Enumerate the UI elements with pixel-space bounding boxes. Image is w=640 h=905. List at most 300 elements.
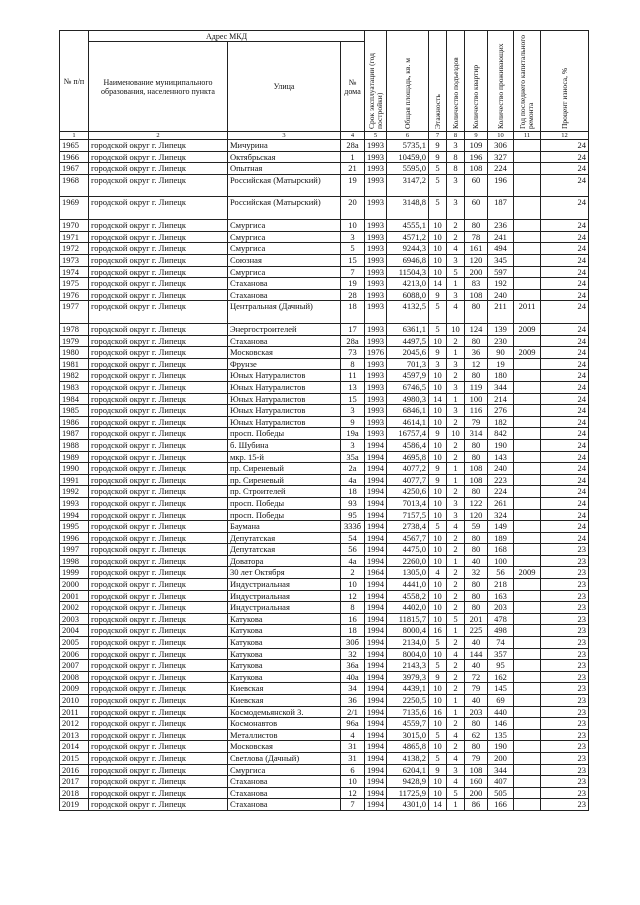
municipality-cell: городской округ г. Липецк: [89, 509, 228, 521]
col-residents-header: Количество проживающих: [488, 31, 514, 132]
house-cell: 30б: [341, 637, 365, 649]
row-num-cell: 1986: [60, 416, 89, 428]
house-cell: 15: [341, 393, 365, 405]
apartments-cell: 80: [465, 335, 488, 347]
table-row: [60, 660, 589, 672]
last-repair-cell: [514, 741, 541, 753]
year-built-cell: 1993: [365, 163, 387, 175]
last-repair-cell: [514, 439, 541, 451]
area-cell: 4132,5: [387, 301, 429, 324]
table-row: [60, 254, 589, 266]
house-cell: 7: [341, 266, 365, 278]
row-num-cell: 1999: [60, 567, 89, 579]
entrances-cell: 1: [447, 706, 465, 718]
apartments-cell: 40: [465, 660, 488, 672]
row-num-cell: 2000: [60, 579, 89, 591]
year-built-cell: 1993: [365, 197, 387, 220]
residents-cell: 182: [488, 416, 514, 428]
floors-cell: 10: [429, 335, 447, 347]
apartments-cell: 119: [465, 381, 488, 393]
street-cell: пр. Строителей: [228, 486, 341, 498]
table-row: [60, 555, 589, 567]
house-cell: 93: [341, 497, 365, 509]
street-cell: Центральная (Дачный): [228, 301, 341, 324]
table-row: [60, 231, 589, 243]
wear-cell: 24: [541, 301, 589, 324]
apartments-cell: 80: [465, 590, 488, 602]
entrances-cell: 1: [447, 347, 465, 359]
residents-cell: 240: [488, 463, 514, 475]
residents-cell: 494: [488, 243, 514, 255]
entrances-cell: 2: [447, 532, 465, 544]
street-cell: Юных Натуралистов: [228, 405, 341, 417]
entrances-cell: 3: [447, 764, 465, 776]
street-cell: Космонавтов: [228, 718, 341, 730]
year-built-cell: 1994: [365, 463, 387, 475]
last-repair-cell: [514, 729, 541, 741]
area-cell: 2143,3: [387, 660, 429, 672]
row-num-cell: 1978: [60, 324, 89, 336]
floors-cell: 10: [429, 381, 447, 393]
col-index-cell: 4: [341, 132, 365, 140]
row-num-cell: 1971: [60, 231, 89, 243]
year-built-cell: 1993: [365, 243, 387, 255]
last-repair-cell: [514, 787, 541, 799]
street-cell: Стаханова: [228, 335, 341, 347]
wear-cell: 24: [541, 439, 589, 451]
residents-cell: 344: [488, 764, 514, 776]
col-index-cell: 6: [387, 132, 429, 140]
floors-cell: 10: [429, 695, 447, 707]
entrances-cell: 1: [447, 799, 465, 811]
apartments-cell: 225: [465, 625, 488, 637]
table-row: [60, 521, 589, 533]
residents-cell: 276: [488, 405, 514, 417]
residents-cell: 224: [488, 163, 514, 175]
house-cell: 12: [341, 787, 365, 799]
last-repair-cell: [514, 555, 541, 567]
area-cell: 2045,6: [387, 347, 429, 359]
wear-cell: 24: [541, 416, 589, 428]
apartments-cell: 122: [465, 497, 488, 509]
floors-cell: 10: [429, 776, 447, 788]
street-cell: Катукова: [228, 648, 341, 660]
col-index-cell: 7: [429, 132, 447, 140]
floors-cell: 9: [429, 474, 447, 486]
year-built-cell: 1993: [365, 231, 387, 243]
street-cell: Юных Натуралистов: [228, 381, 341, 393]
row-num-cell: 1988: [60, 439, 89, 451]
row-num-cell: 1990: [60, 463, 89, 475]
year-built-cell: 1994: [365, 741, 387, 753]
municipality-cell: городской округ г. Липецк: [89, 254, 228, 266]
residents-cell: 95: [488, 660, 514, 672]
street-cell: 30 лет Октября: [228, 567, 341, 579]
area-cell: 5735,1: [387, 140, 429, 152]
wear-cell: 24: [541, 289, 589, 301]
street-cell: Опытная: [228, 163, 341, 175]
apartments-cell: 72: [465, 671, 488, 683]
year-built-cell: 1993: [365, 405, 387, 417]
table-row: [60, 347, 589, 359]
last-repair-cell: [514, 243, 541, 255]
mkd-registry-table: [59, 30, 589, 811]
year-built-cell: 1994: [365, 486, 387, 498]
year-built-cell: 1994: [365, 776, 387, 788]
municipality-cell: городской округ г. Липецк: [89, 637, 228, 649]
house-cell: 10: [341, 776, 365, 788]
year-built-cell: 1976: [365, 347, 387, 359]
year-built-cell: 1993: [365, 174, 387, 197]
entrances-cell: 1: [447, 555, 465, 567]
area-cell: 4077,2: [387, 463, 429, 475]
residents-cell: 139: [488, 324, 514, 336]
floors-cell: 5: [429, 197, 447, 220]
municipality-cell: городской округ г. Липецк: [89, 695, 228, 707]
row-num-cell: 2007: [60, 660, 89, 672]
area-cell: 4497,5: [387, 335, 429, 347]
table-row: [60, 729, 589, 741]
street-cell: Стаханова: [228, 289, 341, 301]
last-repair-cell: [514, 602, 541, 614]
municipality-cell: городской округ г. Липецк: [89, 799, 228, 811]
table-row: [60, 163, 589, 175]
last-repair-cell: [514, 660, 541, 672]
house-cell: 4: [341, 729, 365, 741]
residents-cell: 189: [488, 532, 514, 544]
entrances-cell: 2: [447, 741, 465, 753]
last-repair-cell: 2009: [514, 347, 541, 359]
area-cell: 3979,3: [387, 671, 429, 683]
wear-cell: 24: [541, 521, 589, 533]
municipality-cell: городской округ г. Липецк: [89, 474, 228, 486]
house-cell: 18: [341, 625, 365, 637]
table-row: [60, 741, 589, 753]
residents-cell: 344: [488, 381, 514, 393]
residents-cell: 19: [488, 358, 514, 370]
residents-cell: 440: [488, 706, 514, 718]
house-cell: 2: [341, 567, 365, 579]
table-row: [60, 718, 589, 730]
apartments-cell: 144: [465, 648, 488, 660]
street-cell: Смургиса: [228, 231, 341, 243]
entrances-cell: 4: [447, 752, 465, 764]
municipality-cell: городской округ г. Липецк: [89, 278, 228, 290]
street-cell: Смургиса: [228, 220, 341, 232]
wear-cell: 24: [541, 393, 589, 405]
year-built-cell: 1994: [365, 602, 387, 614]
table-row: [60, 266, 589, 278]
table-row: [60, 648, 589, 660]
address-group-header: Адрес МКД: [89, 31, 365, 42]
apartments-cell: 86: [465, 799, 488, 811]
municipality-cell: городской округ г. Липецк: [89, 439, 228, 451]
apartments-cell: 203: [465, 706, 488, 718]
area-cell: 6846,1: [387, 405, 429, 417]
street-cell: Московская: [228, 347, 341, 359]
year-built-cell: 1994: [365, 706, 387, 718]
row-num-cell: 1983: [60, 381, 89, 393]
entrances-cell: 3: [447, 197, 465, 220]
floors-cell: 5: [429, 163, 447, 175]
table-row: [60, 706, 589, 718]
table-row: [60, 358, 589, 370]
table-row: [60, 787, 589, 799]
floors-cell: 5: [429, 174, 447, 197]
street-cell: Стаханова: [228, 776, 341, 788]
residents-cell: 240: [488, 289, 514, 301]
table-row: [60, 799, 589, 811]
residents-cell: 203: [488, 602, 514, 614]
street-cell: Катукова: [228, 637, 341, 649]
area-cell: 11725,9: [387, 787, 429, 799]
wear-cell: 24: [541, 463, 589, 475]
area-cell: 9428,9: [387, 776, 429, 788]
wear-cell: 24: [541, 243, 589, 255]
col-index-cell: 3: [228, 132, 341, 140]
municipality-cell: городской округ г. Липецк: [89, 660, 228, 672]
apartments-cell: 80: [465, 544, 488, 556]
last-repair-cell: [514, 428, 541, 440]
residents-cell: 200: [488, 752, 514, 764]
municipality-cell: городской округ г. Липецк: [89, 718, 228, 730]
table-row: [60, 140, 589, 152]
house-cell: 6: [341, 764, 365, 776]
street-cell: пр. Сиреневый: [228, 474, 341, 486]
entrances-cell: 2: [447, 579, 465, 591]
wear-cell: 24: [541, 231, 589, 243]
last-repair-cell: [514, 254, 541, 266]
residents-cell: 306: [488, 140, 514, 152]
row-num-cell: 1993: [60, 497, 89, 509]
row-num-cell: 1985: [60, 405, 89, 417]
entrances-cell: 1: [447, 278, 465, 290]
floors-cell: 10: [429, 220, 447, 232]
table-row: [60, 278, 589, 290]
area-cell: 4475,0: [387, 544, 429, 556]
municipality-cell: городской округ г. Липецк: [89, 140, 228, 152]
wear-cell: 24: [541, 405, 589, 417]
residents-cell: 162: [488, 671, 514, 683]
municipality-cell: городской округ г. Липецк: [89, 266, 228, 278]
area-cell: 3148,8: [387, 197, 429, 220]
wear-cell: 23: [541, 555, 589, 567]
wear-cell: 24: [541, 335, 589, 347]
year-built-cell: 1993: [365, 301, 387, 324]
wear-cell: 23: [541, 648, 589, 660]
row-num-cell: 2013: [60, 729, 89, 741]
municipality-cell: городской округ г. Липецк: [89, 463, 228, 475]
house-cell: 54: [341, 532, 365, 544]
table-row: [60, 567, 589, 579]
apartments-cell: 108: [465, 764, 488, 776]
table-row: [60, 613, 589, 625]
year-built-cell: 1994: [365, 729, 387, 741]
apartments-cell: 200: [465, 266, 488, 278]
floors-cell: 5: [429, 637, 447, 649]
floors-cell: 5: [429, 729, 447, 741]
wear-cell: 24: [541, 532, 589, 544]
house-cell: 4а: [341, 474, 365, 486]
street-cell: Катукова: [228, 625, 341, 637]
entrances-cell: 2: [447, 602, 465, 614]
wear-cell: 23: [541, 683, 589, 695]
table-row: [60, 324, 589, 336]
house-cell: 333б: [341, 521, 365, 533]
year-built-cell: 1994: [365, 532, 387, 544]
wear-cell: 24: [541, 174, 589, 197]
wear-cell: 23: [541, 695, 589, 707]
street-cell: Индустриальная: [228, 590, 341, 602]
last-repair-cell: [514, 463, 541, 475]
wear-cell: 23: [541, 741, 589, 753]
municipality-cell: городской округ г. Липецк: [89, 729, 228, 741]
col-index-cell: 11: [514, 132, 541, 140]
area-cell: 4571,2: [387, 231, 429, 243]
floors-cell: 5: [429, 301, 447, 324]
wear-cell: 23: [541, 602, 589, 614]
wear-cell: 24: [541, 324, 589, 336]
table-row: [60, 370, 589, 382]
year-built-cell: 1994: [365, 752, 387, 764]
row-num-cell: 1973: [60, 254, 89, 266]
residents-cell: 224: [488, 486, 514, 498]
street-cell: Московская: [228, 741, 341, 753]
wear-cell: 24: [541, 451, 589, 463]
house-cell: 8: [341, 358, 365, 370]
street-cell: Киевская: [228, 683, 341, 695]
apartments-cell: 80: [465, 741, 488, 753]
apartments-cell: 80: [465, 718, 488, 730]
street-cell: Российская (Матырский): [228, 197, 341, 220]
house-cell: 20: [341, 197, 365, 220]
entrances-cell: 4: [447, 243, 465, 255]
last-repair-cell: [514, 197, 541, 220]
last-repair-cell: [514, 370, 541, 382]
municipality-cell: городской округ г. Липецк: [89, 347, 228, 359]
apartments-cell: 40: [465, 637, 488, 649]
table-row: [60, 428, 589, 440]
area-cell: 7157,5: [387, 509, 429, 521]
municipality-cell: городской округ г. Липецк: [89, 174, 228, 197]
table-row: [60, 764, 589, 776]
municipality-cell: городской округ г. Липецк: [89, 163, 228, 175]
apartments-cell: 120: [465, 509, 488, 521]
house-cell: 2а: [341, 463, 365, 475]
apartments-cell: 79: [465, 683, 488, 695]
municipality-cell: городской округ г. Липецк: [89, 532, 228, 544]
area-cell: 4439,1: [387, 683, 429, 695]
col-year-built-header: Срок эксплуатации (год постройки): [365, 31, 387, 132]
area-cell: 11815,7: [387, 613, 429, 625]
table-row: [60, 174, 589, 197]
table-row: [60, 602, 589, 614]
entrances-cell: 2: [447, 567, 465, 579]
street-cell: Светлова (Дачный): [228, 752, 341, 764]
street-cell: мкр. 15-й: [228, 451, 341, 463]
row-num-cell: 2006: [60, 648, 89, 660]
area-cell: 4077,7: [387, 474, 429, 486]
residents-cell: 505: [488, 787, 514, 799]
year-built-cell: 1994: [365, 683, 387, 695]
last-repair-cell: [514, 151, 541, 163]
col-municipality-header: Наименование муниципального образования, населенного пункта: [89, 42, 228, 132]
entrances-cell: 2: [447, 486, 465, 498]
year-built-cell: 1993: [365, 428, 387, 440]
row-num-cell: 1965: [60, 140, 89, 152]
row-num-cell: 1987: [60, 428, 89, 440]
house-cell: 73: [341, 347, 365, 359]
municipality-cell: городской округ г. Липецк: [89, 567, 228, 579]
row-num-cell: 1968: [60, 174, 89, 197]
last-repair-cell: [514, 637, 541, 649]
entrances-cell: 2: [447, 335, 465, 347]
house-cell: 7: [341, 799, 365, 811]
year-built-cell: 1994: [365, 718, 387, 730]
floors-cell: 16: [429, 706, 447, 718]
apartments-cell: 78: [465, 231, 488, 243]
table-row: [60, 497, 589, 509]
area-cell: 4558,2: [387, 590, 429, 602]
floors-cell: 10: [429, 555, 447, 567]
col-index-cell: 5: [365, 132, 387, 140]
street-cell: Депутатская: [228, 532, 341, 544]
area-cell: 16757,4: [387, 428, 429, 440]
area-cell: 4695,8: [387, 451, 429, 463]
street-cell: Смургиса: [228, 266, 341, 278]
house-cell: 8: [341, 602, 365, 614]
street-cell: Индустриальная: [228, 602, 341, 614]
entrances-cell: 2: [447, 718, 465, 730]
house-cell: 32: [341, 648, 365, 660]
row-num-cell: 1975: [60, 278, 89, 290]
last-repair-cell: [514, 163, 541, 175]
municipality-cell: городской округ г. Липецк: [89, 497, 228, 509]
residents-cell: 236: [488, 220, 514, 232]
residents-cell: 842: [488, 428, 514, 440]
last-repair-cell: [514, 474, 541, 486]
entrances-cell: 5: [447, 266, 465, 278]
entrances-cell: 3: [447, 405, 465, 417]
residents-cell: 196: [488, 174, 514, 197]
residents-cell: 230: [488, 335, 514, 347]
last-repair-cell: [514, 799, 541, 811]
apartments-cell: 116: [465, 405, 488, 417]
street-cell: Стаханова: [228, 278, 341, 290]
last-repair-cell: [514, 140, 541, 152]
entrances-cell: 10: [447, 428, 465, 440]
year-built-cell: 1994: [365, 625, 387, 637]
house-cell: 36: [341, 695, 365, 707]
house-cell: 16: [341, 613, 365, 625]
house-cell: 13: [341, 381, 365, 393]
entrances-cell: 1: [447, 474, 465, 486]
wear-cell: 23: [541, 625, 589, 637]
year-built-cell: 1994: [365, 637, 387, 649]
floors-cell: 9: [429, 463, 447, 475]
municipality-cell: городской округ г. Липецк: [89, 613, 228, 625]
table-row: [60, 405, 589, 417]
floors-cell: 3: [429, 358, 447, 370]
last-repair-cell: [514, 695, 541, 707]
apartments-cell: 40: [465, 555, 488, 567]
street-cell: Российская (Матырский): [228, 174, 341, 197]
house-cell: 31: [341, 741, 365, 753]
apartments-cell: 60: [465, 197, 488, 220]
table-row: [60, 197, 589, 220]
year-built-cell: 1994: [365, 695, 387, 707]
wear-cell: 24: [541, 474, 589, 486]
